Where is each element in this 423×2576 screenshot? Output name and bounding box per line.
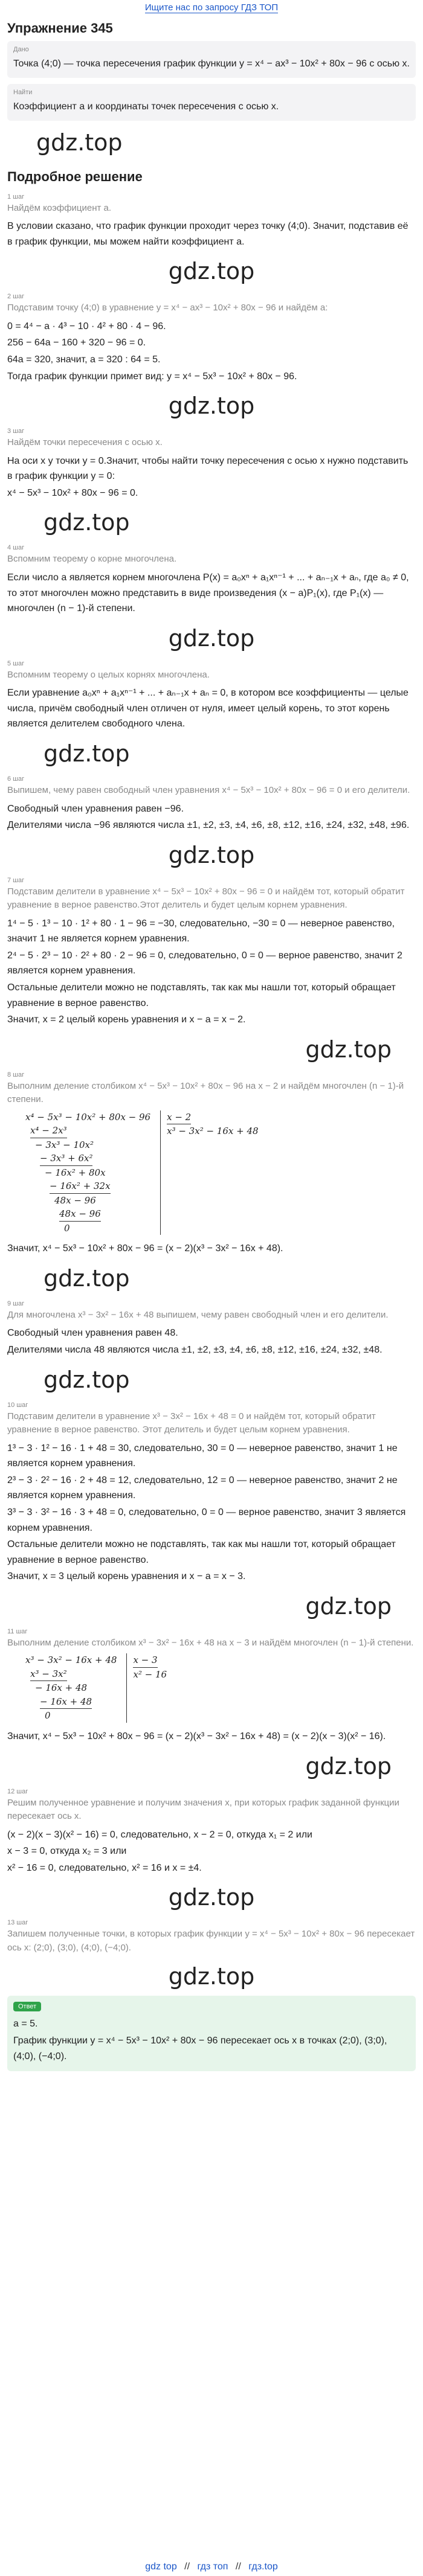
- solution-step: [7, 660, 416, 767]
- division-row: [25, 1194, 150, 1208]
- watermark: gdz.top: [44, 1264, 130, 1292]
- division-row: [25, 1653, 117, 1667]
- step-line: 2⁴ − 5 · 2³ − 10 · 2² + 80 · 2 − 96 = 0, следовательно, 0 = 0 — верное равенство, значит 2 является корнем уравнения.: [7, 950, 402, 976]
- step-line: x − 3 = 0, откуда x₂ = 3 или: [7, 1846, 127, 1857]
- step-line: Если уравнение a₀xⁿ + a₁xⁿ⁻¹ + ... + aₙ₋₁x + aₙ = 0, в котором все коэффициенты — целые числа, причём свободный член отличен от нуля, имеет целый корень, то этот корень является делителем свободного члена.: [7, 688, 408, 729]
- step-description: Найдём коэффициент a.: [7, 202, 112, 213]
- step-line: (x − 2)(x − 3)(x² − 16) = 0, следовательно, x − 2 = 0, откуда x₁ = 2 или: [7, 1829, 312, 1840]
- step-description: Выполним деление столбиком x³ − 3x² − 16x + 48 на x − 3 и найдём многочлен (n − 1)-й степени.: [7, 1637, 414, 1648]
- step-label: 7 шаг: [7, 876, 25, 884]
- step-line: 1⁴ − 5 · 1³ − 10 · 1² + 80 · 1 − 96 = −30, следовательно, −30 = 0 — неверное равенство, значит 1 не является корнем уравнения.: [7, 918, 395, 944]
- find-text: Коэффициент a и координаты точек пересечения с осью x.: [13, 101, 279, 112]
- division-row: [25, 1166, 150, 1180]
- solution-title: Подробное решение: [7, 168, 143, 184]
- step-line: x² − 16 = 0, следовательно, x² = 16 и x = ±4.: [7, 1862, 202, 1873]
- step-label: 5 шаг: [7, 659, 25, 667]
- division-divisor-column: [160, 1110, 258, 1235]
- solution-step: [7, 775, 416, 868]
- step-line: 3³ − 3 · 3² − 16 · 3 + 48 = 0, следовательно, 0 = 0 — верное равенство, значит 3 является корнем уравнения.: [7, 1507, 406, 1533]
- step-line: Делителями числа −96 являются числа ±1, ±2, ±3, ±4, ±6, ±8, ±12, ±16, ±24, ±32, ±48, ±96.: [7, 820, 410, 831]
- step-label: 4 шаг: [7, 544, 25, 552]
- watermark: gdz.top: [44, 509, 130, 536]
- footer-separator: //: [184, 2562, 190, 2572]
- step-line: 1³ − 3 · 1² − 16 · 1 + 48 = 30, следовательно, 30 = 0 — неверное равенство, значит 1 не является корнем уравнения.: [7, 1443, 398, 1469]
- watermark: gdz.top: [168, 1963, 255, 1990]
- step-description: Вспомним теорему о корне многочлена.: [7, 554, 177, 565]
- solution-step: [7, 1628, 416, 1780]
- top-search-link[interactable]: Ищите нас по запросу ГДЗ ТОП: [144, 2, 279, 13]
- step-line: Остальные делители можно не подставлять, так как мы нашли тот, который обращает уравнение в верное равенство.: [7, 982, 396, 1008]
- watermark: gdz.top: [44, 1366, 130, 1393]
- step-line: Тогда график функции примет вид: y = x⁴ − 5x³ − 10x² + 80x − 96.: [7, 371, 297, 382]
- division-term: − 3x³ − 10x²: [35, 1139, 94, 1150]
- step-line: Остальные делители можно не подставлять, так как мы нашли тот, который обращает уравнение в верное равенство.: [7, 1539, 396, 1565]
- solution-step: [7, 428, 416, 536]
- step-line: Значит, x = 2 целый корень уравнения и x − a = x − 2.: [7, 1014, 246, 1025]
- division-term: x³ − 3x² − 16x + 48: [25, 1655, 117, 1666]
- step-line: x⁴ − 5x³ − 10x² + 80x − 96 = 0.: [7, 487, 138, 498]
- division-row: [133, 1668, 167, 1682]
- division-row: [25, 1709, 117, 1723]
- step-description: Подставим делители в уравнение x⁴ − 5x³ − 10x² + 80x − 96 = 0 и найдём тот, который обратит уравнение в верное равенство.Этот делитель и будет целым корнем уравнения.: [7, 886, 405, 911]
- given-text: Точка (4;0) — точка пересечения график функции y = x⁴ − ax³ − 10x² + 80x − 96 с осью x.: [13, 59, 410, 69]
- division-term: x³ − 3x²: [30, 1667, 67, 1682]
- division-row: [167, 1110, 258, 1125]
- watermark: gdz.top: [168, 258, 255, 285]
- step-description: Выпишем, чему равен свободный член уравнения x⁴ − 5x³ − 10x² + 80x − 96 = 0 и его делители.: [7, 785, 410, 795]
- step-description: Вспомним теорему о целых корнях многочлена.: [7, 669, 210, 680]
- step-line: 64a = 320, значит, a = 320 : 64 = 5.: [7, 354, 161, 365]
- answer-box: [7, 1996, 416, 2071]
- division-term: 48x − 96: [54, 1194, 96, 1206]
- division-row: [25, 1681, 117, 1695]
- long-division: [25, 1653, 416, 1723]
- step-label: 9 шаг: [7, 1299, 25, 1307]
- step-line: В условии сказано, что график функции проходит через точку (4;0). Значит, подставив её в график функции, мы можем найти коэффициент a.: [7, 221, 408, 247]
- step-description: Запишем полученные точки, в которых график функции y = x⁴ − 5x³ − 10x² + 80x − 96 пересекает ось x: (2;0), (3;0), (4;0), (−4;0).: [7, 1929, 415, 1953]
- footer-links: [0, 2562, 423, 2572]
- step-label: 12 шаг: [7, 1787, 28, 1795]
- division-term: x − 3: [133, 1653, 157, 1668]
- watermark: gdz.top: [168, 392, 255, 420]
- given-tag: Дано: [13, 46, 29, 53]
- division-term: − 16x² + 80x: [45, 1167, 106, 1178]
- step-description: Найдём точки пересечения с осью x.: [7, 437, 163, 448]
- step-label: 8 шаг: [7, 1071, 25, 1078]
- footer-link[interactable]: gdz top: [145, 2562, 177, 2572]
- watermark: gdz.top: [44, 740, 130, 767]
- step-line: Свободный член уравнения равен 48.: [7, 1328, 178, 1339]
- step-description: Для многочлена x³ − 3x² − 16x + 48 выпишем, чему равен свободный член и его делители.: [7, 1309, 389, 1320]
- step-label: 10 шаг: [7, 1401, 28, 1409]
- division-term: x² − 16: [133, 1668, 167, 1680]
- division-dividend-column: [25, 1110, 150, 1235]
- given-box: [7, 41, 416, 78]
- division-row: [25, 1207, 150, 1222]
- step-line: 256 − 64a − 160 + 320 − 96 = 0.: [7, 338, 146, 348]
- step-line: Значит, x⁴ − 5x³ − 10x² + 80x − 96 = (x − 2)(x³ − 3x² − 16x + 48) = (x − 2)(x − 3)(x² − 16).: [7, 1731, 386, 1741]
- step-line: 2³ − 3 · 2² − 16 · 2 + 48 = 12, следовательно, 12 = 0 — неверное равенство, значит 2 не является корнем уравнения.: [7, 1475, 398, 1501]
- find-box: [7, 84, 416, 121]
- footer-separator: //: [235, 2562, 241, 2572]
- division-term: x³ − 3x² − 16x + 48: [167, 1126, 259, 1137]
- division-term: − 16x² + 32x: [50, 1179, 111, 1194]
- division-row: [25, 1667, 117, 1682]
- division-dividend-column: [25, 1653, 117, 1723]
- step-line: Делителями числа 48 являются числа ±1, ±2, ±3, ±4, ±6, ±8, ±12, ±16, ±24, ±32, ±48.: [7, 1345, 383, 1356]
- division-row: [25, 1110, 150, 1124]
- answer-line: График функции y = x⁴ − 5x³ − 10x² + 80x − 96 пересекает ось x в точках (2;0), (3;0), (4;0), (−4;0).: [13, 2035, 387, 2062]
- solution-step: [7, 1300, 416, 1393]
- step-line: 0 = 4⁴ − a · 4³ − 10 · 4² + 80 · 4 − 96.: [7, 321, 166, 332]
- step-line: На оси x у точки y = 0.Значит, чтобы найти точку пересечения с осью x нужно подставить в график функции y = 0:: [7, 455, 408, 482]
- find-tag: Найти: [13, 88, 33, 96]
- division-row: [25, 1222, 150, 1235]
- step-label: 11 шаг: [7, 1627, 28, 1635]
- solution-step: [7, 293, 416, 419]
- solution-step: [7, 544, 416, 651]
- watermark: gdz.top: [305, 1036, 392, 1063]
- solution-step: [7, 1402, 416, 1620]
- long-division: [25, 1110, 416, 1235]
- solution-step: [7, 1071, 416, 1292]
- step-label: 2 шаг: [7, 293, 25, 301]
- step-description: Выполним деление столбиком x⁴ − 5x³ − 10x² + 80x − 96 на x − 2 и найдём многочлен (n − 1)-й степени.: [7, 1080, 404, 1105]
- division-row: [25, 1179, 150, 1194]
- division-row: [25, 1124, 150, 1138]
- division-row: [133, 1653, 167, 1668]
- step-description: Подставим делители в уравнение x³ − 3x² − 16x + 48 = 0 и найдём тот, который обратит уравнение в верное равенство. Этот делитель и будет целым корнем уравнения.: [7, 1411, 376, 1435]
- step-description: Подставим точку (4;0) в уравнение y = x⁴ − ax³ − 10x² + 80x − 96 и найдём a:: [7, 303, 328, 313]
- division-row: [25, 1695, 117, 1709]
- division-term: x⁴ − 5x³ − 10x² + 80x − 96: [25, 1111, 151, 1123]
- watermark: gdz.top: [305, 1752, 392, 1780]
- answer-tag: Ответ: [13, 2002, 41, 2011]
- step-line: Если число a является корнем многочлена P(x) = a₀xⁿ + a₁xⁿ⁻¹ + ... + aₙ₋₁x + aₙ, где a₀ ≠ 0, то этот многочлен можно представить в виде произведения (x − a)P₁(x), где P₁(x) — многочлен (n − 1)-й степени.: [7, 572, 409, 614]
- step-label: 13 шаг: [7, 1919, 28, 1927]
- step-label: 6 шаг: [7, 775, 25, 783]
- division-term: x⁴ − 2x³: [30, 1124, 67, 1138]
- division-row: [167, 1124, 258, 1138]
- solution-steps: [0, 193, 423, 1990]
- watermark: gdz.top: [168, 1884, 255, 1911]
- footer-link[interactable]: гдз топ: [197, 2562, 228, 2572]
- division-term: x − 2: [167, 1110, 191, 1125]
- footer-link[interactable]: гдз.top: [248, 2562, 278, 2572]
- step-label: 1 шаг: [7, 193, 25, 200]
- watermark: gdz.top: [168, 624, 255, 652]
- step-line: Значит, x = 3 целый корень уравнения и x − a = x − 3.: [7, 1571, 246, 1582]
- solution-step: [7, 193, 416, 285]
- page-title: Упражнение 345: [7, 21, 113, 36]
- division-row: [25, 1138, 150, 1152]
- step-line: Свободный член уравнения равен −96.: [7, 803, 184, 814]
- division-term: − 3x³ + 6x²: [40, 1152, 92, 1166]
- division-term: 0: [45, 1710, 51, 1722]
- watermark: gdz.top: [305, 1592, 392, 1620]
- division-term: 48x − 96: [59, 1207, 101, 1222]
- answer-line: a = 5.: [13, 2019, 38, 2030]
- step-label: 3 шаг: [7, 428, 25, 435]
- step-line: Значит, x⁴ − 5x³ − 10x² + 80x − 96 = (x − 2)(x³ − 3x² − 16x + 48).: [7, 1243, 283, 1254]
- division-term: 0: [64, 1222, 70, 1234]
- solution-step: [7, 877, 416, 1063]
- division-divisor-column: [126, 1653, 167, 1723]
- division-term: − 16x + 48: [35, 1682, 88, 1694]
- watermark: gdz.top: [168, 841, 255, 868]
- step-description: Решим полученное уравнение и получим значения x, при которых график заданной функции пересекает ось x.: [7, 1797, 399, 1822]
- solution-step: [7, 1919, 416, 1990]
- division-row: [25, 1152, 150, 1166]
- division-term: − 16x + 48: [40, 1695, 92, 1709]
- solution-step: [7, 1788, 416, 1911]
- watermark: gdz.top: [36, 129, 123, 156]
